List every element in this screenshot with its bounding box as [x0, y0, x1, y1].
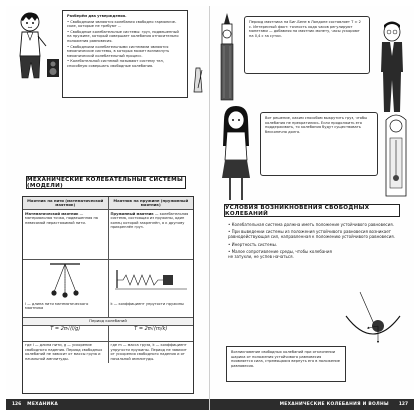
condition-1: • Колебательная система должна иметь положение устойчивого равновесия.	[228, 222, 394, 227]
spring-pendulum-diagram-cell	[108, 260, 194, 317]
table-header-row	[23, 197, 193, 210]
right-page-footer	[210, 399, 414, 410]
math-pendulum-definition	[23, 210, 108, 259]
pendulum-comparison-table	[22, 196, 194, 394]
spring-pendulum-variable: k — коэффициент упругости пружины	[110, 301, 184, 306]
metronome-illustration	[190, 64, 206, 94]
intro-paragraph-1: • Свободными являются колебания свободно гармониче- ские, которые не требуют ...	[67, 19, 177, 29]
condition-2: • При выведении системы из положения устойчивого равновесия возникает равнодействующая сил, направленная к положению устойчивого равновесия.	[228, 229, 395, 240]
oscillation-box: Возникновение свободных колебаний при отклонении шарика от положения устойчивого равновесия появляется сила, стремящаяся вернуть его в положение равновесия.	[226, 346, 346, 382]
intro-heading: Разберём два утверждения.	[67, 14, 127, 18]
math-pendulum-note: где l — длина нити, g — ускорение свободного падения. Период свободных колебаний не зависит от массы груза и начальной амплитуды.	[25, 343, 103, 362]
left-page-footer	[6, 399, 210, 410]
intro-paragraph-2: • Свободные колебательные системы: груз, подвешенный на пружине, который совершает колебания относительно положения равновесия.	[67, 29, 179, 43]
period-label: Период колебаний	[23, 318, 193, 326]
right-page-number: 127	[398, 402, 408, 407]
table-row-definitions	[23, 210, 193, 260]
right-page	[210, 6, 414, 410]
table-row-formulas	[23, 326, 193, 342]
left-page-number: 126	[12, 402, 22, 407]
intro-paragraph-4: • Колебательной системой называют систему тел, способную совершать свободные колебания.	[67, 59, 164, 68]
conditions-list	[228, 222, 404, 260]
spring-pendulum-definition	[108, 210, 194, 259]
spring-pendulum-text: — колебательная система, состоящая из пружины, один конец которой закреплён, а к другому прикреплён груз.	[110, 211, 189, 230]
ball-in-bowl-diagram	[340, 288, 406, 346]
pendulum-clock-illustration	[382, 110, 410, 198]
big-ben-bubble: Период маятника на Биг-Бене в Лондоне составляет T ≈ 2 с. Интересный факт: точность хода часов регулируют монетами — добавляя на маятник монету, часы ускоряют на 0,4 с за сутки.	[244, 16, 370, 74]
math-pendulum-diagram-cell	[23, 260, 108, 317]
book-spread	[6, 6, 414, 410]
table-header-spring-pendulum: Маятник на пружине (пружинный маятник)	[108, 197, 194, 209]
cartoon-girl-illustration	[216, 106, 256, 204]
table-header-math-pendulum: Маятник на нити (математический маятник)	[23, 197, 108, 209]
speaker-icon	[46, 58, 60, 78]
math-pendulum-formula: T = 2π√(l/g)	[50, 326, 81, 333]
math-pendulum-diagram	[30, 262, 100, 302]
math-pendulum-text: — материальная точка, подвешенная на невесомой нерастяжимой нити.	[25, 211, 98, 225]
condition-3: • Инертность системы.	[228, 241, 278, 247]
section-ribbon-conditions: УСЛОВИЯ ВОЗНИКНОВЕНИЯ СВОБОДНЫХ КОЛЕБАНИЙ	[224, 204, 400, 217]
spring-pendulum-formula: T = 2π√(m/k)	[108, 326, 194, 341]
intro-frame	[62, 10, 188, 98]
table-row-diagrams	[23, 260, 193, 318]
big-ben-illustration	[214, 12, 240, 102]
math-pendulum-variable: l — длина нити математического маятника	[25, 301, 89, 311]
table-row-notes	[23, 342, 193, 363]
left-page	[6, 6, 210, 410]
left-page-section-label: МЕХАНИКА	[27, 402, 59, 407]
spring-pendulum-note: где m — масса груза, k — коэффициент упругости пружины. Период не зависит от ускорения свободного падения и от начальной амплитуды.	[108, 342, 194, 363]
right-page-section-label: МЕХАНИЧЕСКИЕ КОЛЕБАНИЯ И ВОЛНЫ	[279, 402, 389, 407]
condition-4: • Малое сопротивление среды, чтобы колебания не затухли, не успев начаться.	[228, 248, 332, 260]
spring-pendulum-diagram	[113, 262, 189, 302]
cartoon-man-illustration	[372, 20, 412, 116]
section-ribbon-models: МЕХАНИЧЕСКИЕ КОЛЕБАТЕЛЬНЫЕ СИСТЕМЫ (МОДЕЛИ)	[26, 176, 186, 189]
intro-paragraph-3: • Свободными колебательными системами являются механические системы, в которых может возникнуть механический колебательный процесс.	[67, 44, 170, 58]
math-pendulum-term: Математический маятник	[25, 211, 79, 216]
girl-bubble: Вот решение, каким способом выкрутить груз, чтобы колебания не прекратились. Если продолжить его поддерживать, то колебания будут существовать бесконечно долго.	[260, 112, 378, 176]
spring-pendulum-term: Пружинный маятник	[110, 211, 154, 216]
